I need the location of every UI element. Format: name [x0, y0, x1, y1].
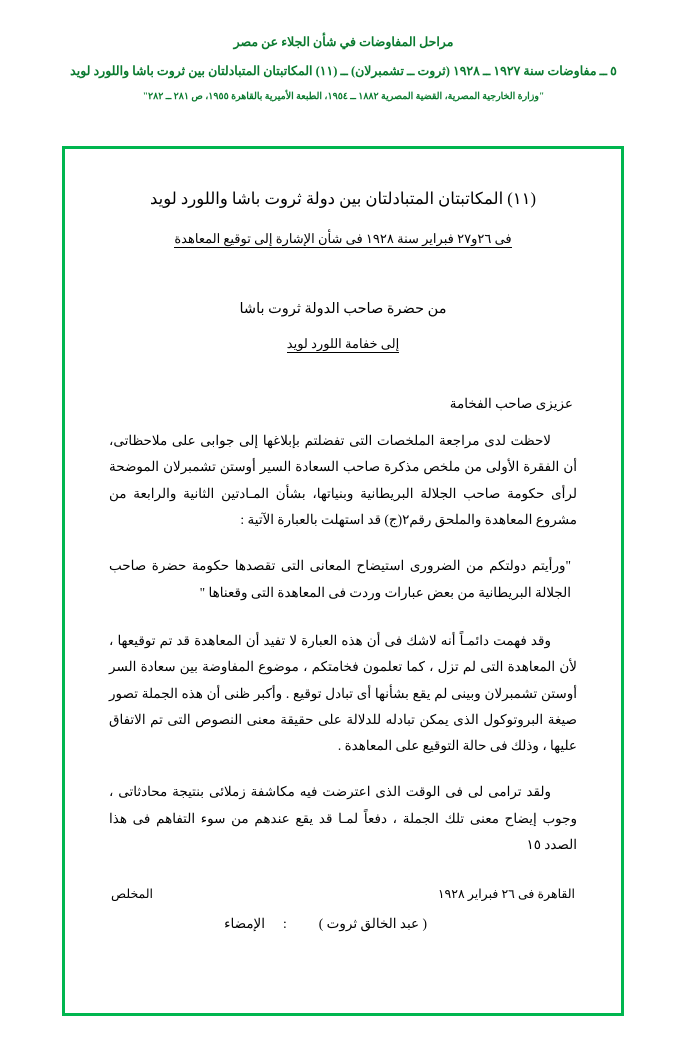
closing-word: المخلص [111, 887, 154, 902]
paragraph-text: "ورأيتم دولتكم من الضرورى استيضاح المعانى التى تقصدها حكومة حضرة صاحب الجلالة البريطانية من بعض عبارات وردت فى المعاهدة التى وقعناها " [109, 558, 571, 600]
document-subtitle [109, 231, 577, 247]
document-body [65, 149, 621, 952]
letter-from-line: من حضرة صاحب الدولة ثروت باشا [239, 301, 447, 317]
signature-label: الإمضاء [224, 916, 266, 932]
header-title: مراحل المفاوضات في شأن الجلاء عن مصر [233, 35, 454, 49]
paragraph-text: لاحظت لدى مراجعة الملخصات التى تفضلتم بإبلاغها إلى جوابى على ملاحظاتى، أن الفقرة الأولى من ملخص مذكرة صاحب السعادة السير أوستن تشمبرلان الموضحة لرأى حكومة صاحب الجلالة البريطانية وبنياتها، بشأن المـادتين الثانية والرابعة من مشروع المعاهدة والملحق رقم٢(ج) قد استهلت بالعبارة الآتية : [109, 433, 577, 527]
closing-row [109, 886, 577, 902]
letter-paragraph-1 [109, 428, 577, 533]
document-subtitle-text: فى ٢٦و٢٧ فبراير سنة ١٩٢٨ فى شأن الإشارة إلى توقيع المعاهدة [174, 231, 512, 246]
letter-salutation: عزيزى صاحب الفخامة [449, 396, 573, 411]
letter-paragraph-2-quote [109, 553, 577, 606]
page-header [0, 0, 687, 102]
signature-name: ( عبد الخالق ثروت ) [318, 916, 427, 932]
header-subtitle: ٥ ــ مفاوضات سنة ١٩٢٧ ــ ١٩٢٨ (ثروت ــ تشمبرلان) ــ (١١) المكاتبتان المتبادلتان بين ثروت باشا واللورد لويد [70, 64, 617, 78]
letter-paragraph-3 [109, 628, 577, 760]
header-source-citation: "وزارة الخارجية المصرية، القضية المصرية ١٨٨٢ ــ ١٩٥٤، الطبعة الأميرية بالقاهرة ١٩٥٥، ص ٢٨١ ــ ٢٨٢" [142, 92, 545, 102]
signature-block [109, 886, 577, 932]
letter-to-text: إلى خفامة اللورد لويد [286, 336, 400, 351]
paragraph-text: ولقد ترامى لى فى الوقت الذى اعترضت فيه مكاشفة زملائى بنتيجة محادثاتى ، وجوب إيضاح معنى تلك الجملة ، دفعاً لمـا قد يقع عندهم من سوء التفاهم فى هذا الصدد ١٥ [109, 784, 577, 853]
signature-colon: : [283, 916, 287, 932]
document-title: (١١) المكاتبتان المتبادلتان بين دولة ثروت باشا واللورد لويد [149, 189, 537, 208]
paragraph-text: وقد فهمت دائمـاً أنه لاشك فى أن هذه العبارة لا تفيد أن المعاهدة قد تم توقيعها ، لأن المعاهدة التى لم تزل ، كما تعلمون فخامتكم ، موضوع المفاوضة بين سعادة السر أوستن تشمبرلان وبينى لم يقع بشأنها أى تبادل توقيع . وأكبر ظنى أن هذه الجملة تصور صيغة البروتوكول الذى يمكن تبادله للدلالة على حقيقة معنى النصوص التى تم الاتفاق عليها ، وذلك فى حالة التوقيع على المعاهدة . [109, 632, 577, 754]
letter-to-line [109, 336, 577, 352]
document-frame [62, 146, 624, 1016]
letter-paragraph-4 [109, 779, 577, 858]
place-date: القاهرة فى ٢٦ فبراير ١٩٢٨ [437, 887, 575, 902]
signature-row [109, 916, 577, 932]
